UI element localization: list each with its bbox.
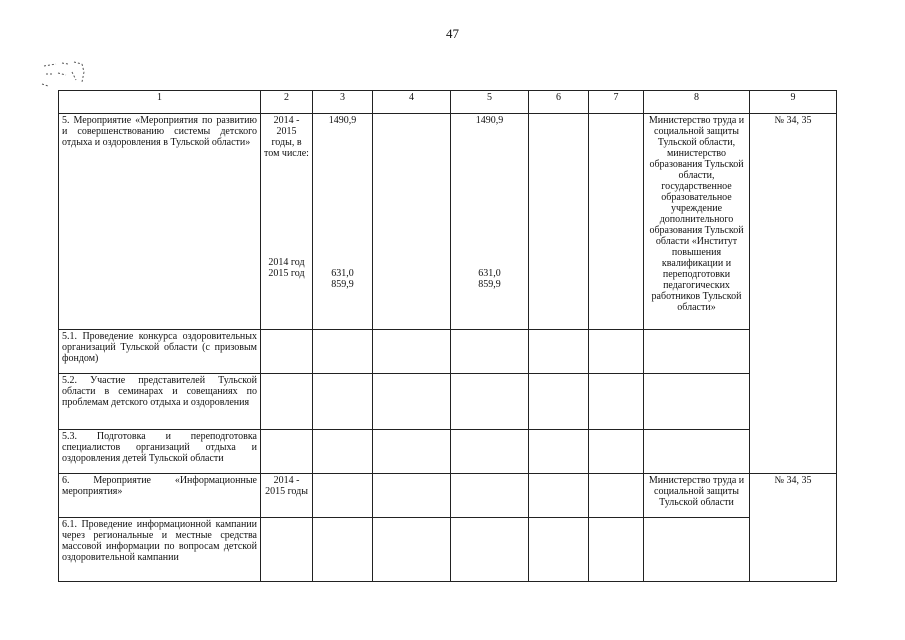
measure-5-col3	[313, 114, 373, 330]
measure-5-ref: № 34, 35	[750, 114, 837, 474]
measure-6-ref: № 34, 35	[750, 474, 837, 582]
measures-table	[58, 90, 837, 582]
col-header-6: 6	[529, 91, 589, 114]
table-row-6-1	[59, 518, 837, 582]
table-row-5-3	[59, 430, 837, 474]
measure-5-col4	[373, 114, 451, 330]
measure-5-executors: Министерство труда и социальной защиты Тульской области, министерство образования Тульской области, государственное образовательное учреждение дополнительного образования Тульской области «Институт повышения квалификации и переподготовки педагогических работников Тульской области»	[644, 114, 750, 330]
table-row-5-2	[59, 374, 837, 430]
measure-5-col7	[589, 114, 644, 330]
measure-5-col5-2014: 631,0	[478, 268, 501, 279]
col-header-8: 8	[644, 91, 750, 114]
col-header-1: 1	[59, 91, 261, 114]
measure-5-period-total: 2014 - 2015 годы, в том числе:	[264, 115, 309, 159]
page-number: 47	[446, 26, 459, 41]
col-header-4: 4	[373, 91, 451, 114]
measure-5-col3-total: 1490,9	[328, 115, 357, 126]
measure-6-executors: Министерство труда и социальной защиты Тульской области	[644, 474, 750, 518]
table-row-5-1	[59, 330, 837, 374]
measure-5-col5-total: 1490,9	[475, 115, 504, 126]
header-row	[59, 91, 837, 114]
measure-5-col5	[451, 114, 529, 330]
col-header-9: 9	[750, 91, 837, 114]
col-header-7: 7	[589, 91, 644, 114]
measure-5-col3-2014: 631,0	[331, 268, 354, 279]
measure-5-name: 5. Мероприятие «Мероприятия по развитию и совершенствованию системы детского отдыха и оздоровления в Тульской области»	[59, 114, 261, 330]
measure-5-col6	[529, 114, 589, 330]
measure-5-col5-2015: 859,9	[478, 279, 501, 290]
measure-6-period: 2014 - 2015 годы	[261, 474, 313, 518]
measure-5-2-name: 5.2. Участие представителей Тульской области в семинарах и совещаниях по проблемам детского отдыха и оздоровления	[59, 374, 261, 430]
measure-5-1-name: 5.1. Проведение конкурса оздоровительных организаций Тульской области (с призовым фондом)	[59, 330, 261, 374]
col-header-5: 5	[451, 91, 529, 114]
measure-5-period-2015: 2015 год	[268, 268, 305, 279]
measure-6-1-name: 6.1. Проведение информационной кампании через региональные и местные средства массовой информации по вопросам детской оздоровительной кампании	[59, 518, 261, 582]
table-row-5	[59, 114, 837, 330]
col-header-3: 3	[313, 91, 373, 114]
measure-5-col3-2015: 859,9	[331, 279, 354, 290]
measure-5-period	[261, 114, 313, 330]
measure-6-name: 6. Мероприятие «Информационные мероприятия»	[59, 474, 261, 518]
measure-5-period-2014: 2014 год	[268, 257, 305, 268]
measure-5-3-name: 5.3. Подготовка и переподготовка специалистов организаций отдыха и оздоровления детей Тульской области	[59, 430, 261, 474]
scan-stamp-mark	[38, 58, 98, 92]
table-row-6	[59, 474, 837, 518]
col-header-2: 2	[261, 91, 313, 114]
